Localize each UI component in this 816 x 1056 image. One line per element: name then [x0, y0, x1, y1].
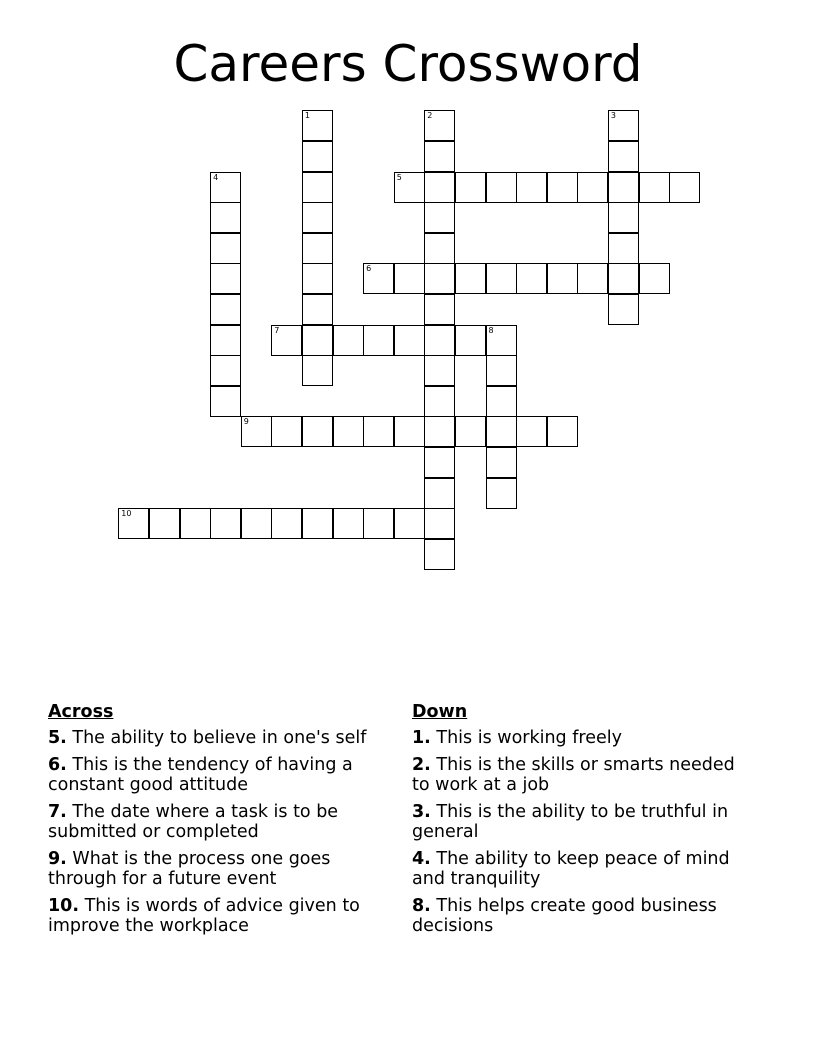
down-clue: [412, 755, 752, 795]
grid-cell[interactable]: [394, 263, 425, 294]
grid-cell[interactable]: [486, 478, 517, 509]
down-clue: [412, 728, 752, 748]
grid-cell[interactable]: [486, 386, 517, 417]
grid-cell[interactable]: [394, 172, 425, 203]
clue-number: 10: [121, 509, 132, 519]
grid-cell[interactable]: [302, 325, 333, 356]
grid-cell[interactable]: [577, 172, 608, 203]
grid-cell[interactable]: [424, 233, 455, 264]
grid-cell[interactable]: [210, 325, 241, 356]
grid-cell[interactable]: [149, 508, 180, 539]
grid-cell[interactable]: [363, 263, 394, 294]
grid-cell[interactable]: [639, 172, 670, 203]
grid-cell[interactable]: [424, 172, 455, 203]
grid-cell[interactable]: [302, 263, 333, 294]
grid-cell[interactable]: [210, 508, 241, 539]
clue-text: What is the process one goes through for a future event: [48, 849, 331, 889]
down-clue: [412, 849, 752, 889]
grid-cell[interactable]: [486, 355, 517, 386]
grid-cell[interactable]: [363, 325, 394, 356]
across-clue: [48, 728, 388, 748]
clue-number-label: 5.: [48, 728, 67, 748]
grid-cell[interactable]: [669, 172, 700, 203]
grid-cell[interactable]: [302, 508, 333, 539]
grid-cell[interactable]: [608, 172, 639, 203]
grid-cell[interactable]: [302, 416, 333, 447]
clue-number: 5: [396, 172, 402, 182]
grid-cell[interactable]: [516, 416, 547, 447]
grid-cell[interactable]: [394, 416, 425, 447]
grid-cell[interactable]: [424, 110, 455, 141]
grid-cell[interactable]: [486, 325, 517, 356]
grid-cell[interactable]: [424, 386, 455, 417]
grid-cell[interactable]: [608, 233, 639, 264]
down-clue-list: [412, 728, 752, 936]
grid-cell[interactable]: [424, 141, 455, 172]
grid-cell[interactable]: [424, 539, 455, 570]
page-title: Careers Crossword: [173, 35, 643, 93]
clue-number: 4: [213, 172, 219, 182]
grid-cell[interactable]: [424, 202, 455, 233]
grid-cell[interactable]: [424, 294, 455, 325]
grid-cell[interactable]: [302, 172, 333, 203]
grid-cell[interactable]: [424, 508, 455, 539]
clue-number-label: 10.: [48, 896, 80, 916]
clue-number: 7: [274, 325, 280, 335]
grid-cell[interactable]: [455, 172, 486, 203]
grid-cell[interactable]: [486, 447, 517, 478]
grid-cell[interactable]: [547, 416, 578, 447]
grid-cell[interactable]: [271, 508, 302, 539]
grid-cell[interactable]: [302, 110, 333, 141]
grid-cell[interactable]: [333, 508, 364, 539]
across-heading: Across: [48, 702, 114, 722]
grid-cell[interactable]: [302, 355, 333, 386]
clue-number: 3: [610, 111, 616, 121]
clue-number: 2: [427, 111, 433, 121]
across-clue: [48, 896, 388, 936]
down-heading: Down: [412, 702, 468, 722]
grid-cell[interactable]: [363, 508, 394, 539]
grid-cell[interactable]: [577, 263, 608, 294]
clue-number-label: 6.: [48, 755, 67, 775]
clue-text: This is working freely: [430, 728, 622, 748]
down-clue: [412, 802, 752, 842]
clue-text: This is words of advice given to improve the workplace: [48, 896, 360, 936]
grid-cell[interactable]: [424, 355, 455, 386]
clue-number-label: 2.: [412, 755, 431, 775]
grid-cell[interactable]: [486, 263, 517, 294]
grid-cell[interactable]: [210, 263, 241, 294]
clue-text: This helps create good business decisions: [412, 896, 717, 936]
grid-cell[interactable]: [271, 416, 302, 447]
grid-cell[interactable]: [394, 325, 425, 356]
grid-cell[interactable]: [210, 233, 241, 264]
grid-cell[interactable]: [210, 386, 241, 417]
across-clue: [48, 849, 388, 889]
grid-cell[interactable]: [608, 263, 639, 294]
grid-cell[interactable]: [608, 110, 639, 141]
grid-cell[interactable]: [241, 508, 272, 539]
grid-cell[interactable]: [333, 416, 364, 447]
grid-cell[interactable]: [333, 325, 364, 356]
grid-cell[interactable]: [302, 294, 333, 325]
grid-cell[interactable]: [302, 141, 333, 172]
clue-number-label: 7.: [48, 802, 67, 822]
grid-cell[interactable]: [210, 294, 241, 325]
clue-number: 1: [304, 111, 310, 121]
grid-cell[interactable]: [424, 263, 455, 294]
grid-cell[interactable]: [516, 263, 547, 294]
grid-cell[interactable]: [424, 447, 455, 478]
grid-cell[interactable]: [608, 294, 639, 325]
clue-number-label: 9.: [48, 849, 67, 869]
clue-text: This is the ability to be truthful in general: [412, 802, 729, 842]
grid-cell[interactable]: [210, 172, 241, 203]
grid-cell[interactable]: [241, 416, 272, 447]
grid-cell[interactable]: [639, 263, 670, 294]
grid-cell[interactable]: [424, 325, 455, 356]
grid-cell[interactable]: [608, 202, 639, 233]
clue-number-label: 3.: [412, 802, 431, 822]
grid-cell[interactable]: [394, 508, 425, 539]
across-clues: [48, 702, 388, 943]
across-clue: [48, 755, 388, 795]
clue-text: The date where a task is to be submitted or completed: [48, 802, 339, 842]
grid-cell[interactable]: [271, 325, 302, 356]
clue-number: 8: [488, 325, 494, 335]
grid-cell[interactable]: [424, 416, 455, 447]
clue-number-label: 8.: [412, 896, 431, 916]
down-clue: [412, 896, 752, 936]
clue-text: The ability to believe in one's self: [66, 728, 367, 748]
grid-cell[interactable]: [210, 202, 241, 233]
across-clue: [48, 802, 388, 842]
clue-number: 6: [366, 264, 372, 274]
grid-cell[interactable]: [180, 508, 211, 539]
grid-cell[interactable]: [547, 263, 578, 294]
across-clue-list: [48, 728, 388, 936]
grid-cell[interactable]: [118, 508, 149, 539]
down-clues: [412, 702, 752, 943]
clue-text: This is the tendency of having a constant good attitude: [48, 755, 353, 795]
grid-cell[interactable]: [486, 172, 517, 203]
grid-cell[interactable]: [486, 416, 517, 447]
grid-cell[interactable]: [516, 172, 547, 203]
grid-cell[interactable]: [210, 355, 241, 386]
grid-cell[interactable]: [455, 416, 486, 447]
grid-cell[interactable]: [608, 141, 639, 172]
grid-cell[interactable]: [455, 325, 486, 356]
grid-cell[interactable]: [547, 172, 578, 203]
clue-number-label: 1.: [412, 728, 431, 748]
clue-number: 9: [243, 417, 249, 427]
grid-cell[interactable]: [363, 416, 394, 447]
clue-text: The ability to keep peace of mind and tranquility: [412, 849, 730, 889]
clue-text: This is the skills or smarts needed to work at a job: [412, 755, 735, 795]
grid-cell[interactable]: [302, 233, 333, 264]
clue-number-label: 4.: [412, 849, 431, 869]
grid-cell[interactable]: [302, 202, 333, 233]
grid-cell[interactable]: [455, 263, 486, 294]
grid-cell[interactable]: [424, 478, 455, 509]
